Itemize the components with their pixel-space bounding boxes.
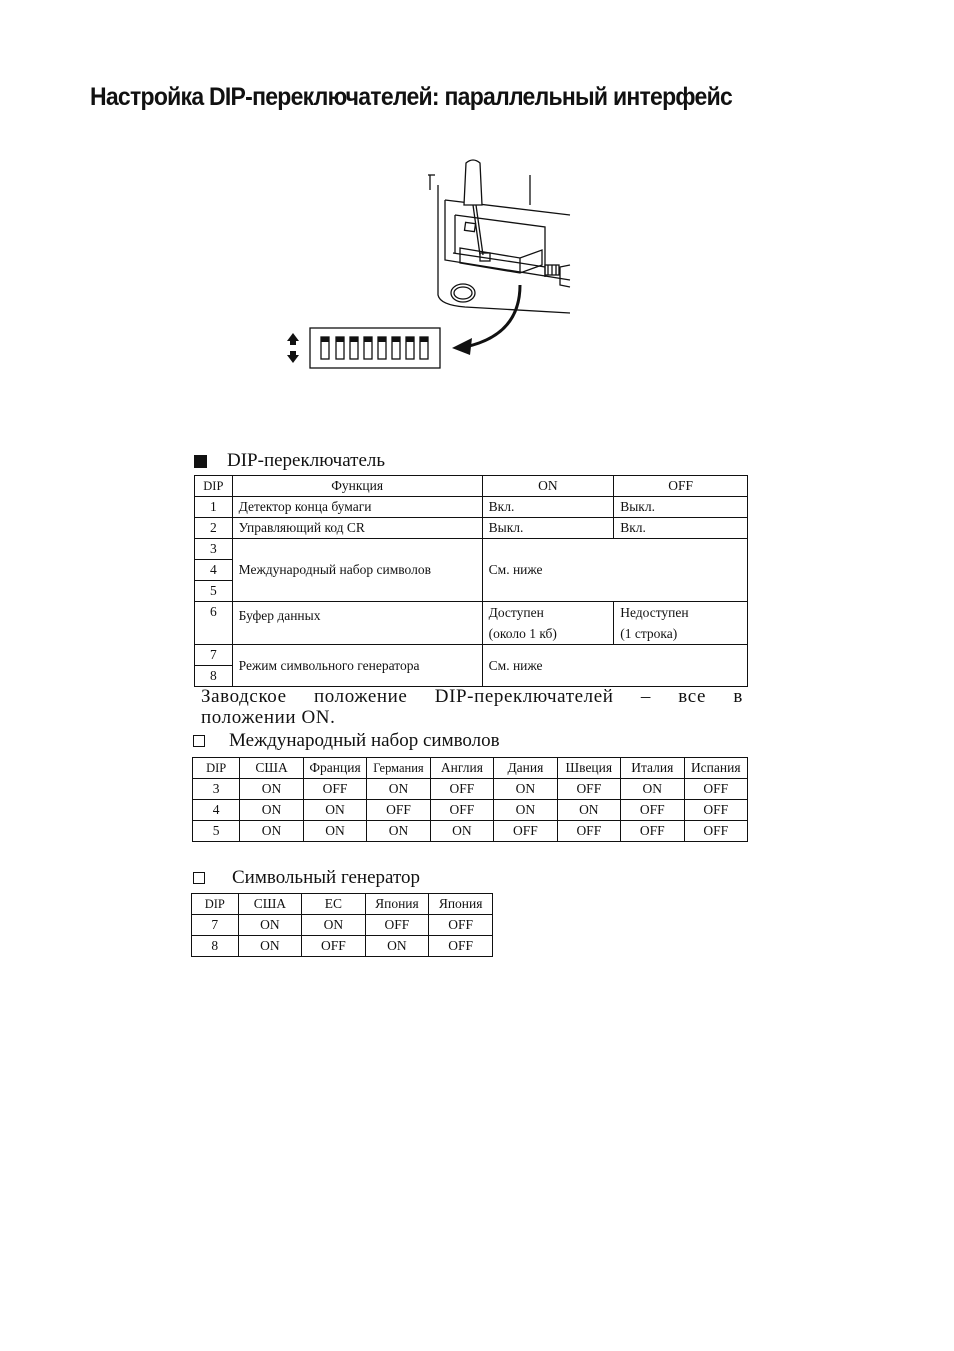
note-word: – [640,686,651,707]
cell: ON [557,800,620,821]
factory-setting-note [201,686,743,728]
cell: OFF [367,800,430,821]
dip-cell: 3 [195,539,233,560]
col-header: Англия [430,758,493,779]
table-row [193,821,748,842]
cell: ON [494,800,557,821]
col-header: Франция [303,758,366,779]
factory-note-line-1 [201,686,743,707]
cell: OFF [621,821,684,842]
table-row [195,539,748,560]
table-row [192,915,493,936]
cell: ON [302,915,365,936]
cell: ON [240,821,303,842]
on-line-2: (около 1 кб) [488,626,557,641]
empty-square-icon [193,735,205,747]
cell: ON [238,915,302,936]
cell: ON [494,779,557,800]
col-header: DIP [192,894,239,915]
off-line-1: Недоступен [620,605,689,620]
filled-square-icon [194,455,207,468]
intl-charset-heading [193,730,500,752]
table-row [195,602,748,645]
cell: OFF [303,779,366,800]
cell: OFF [557,779,620,800]
intl-charset-table [192,757,748,842]
char-generator-table [191,893,493,957]
cell: ON [303,821,366,842]
cell: OFF [429,915,493,936]
up-down-arrow-icon [287,333,299,363]
cell: ON [367,821,430,842]
on-cell: Вкл. [482,497,614,518]
dip-switch-heading-text: DIP-переключатель [227,450,386,471]
dip-cell: 5 [195,581,233,602]
cell: ON [238,936,302,957]
intl-charset-heading-text: Международный набор символов [229,730,500,751]
col-header: Германия [367,758,430,779]
dip-cell: 8 [195,666,233,687]
cell: 4 [193,800,240,821]
cell: OFF [494,821,557,842]
col-header: Япония [365,894,429,915]
off-cell: Вкл. [614,518,748,539]
table-header-row [193,758,748,779]
col-header: Испания [684,758,748,779]
col-header: США [240,758,303,779]
col-header: США [238,894,302,915]
col-header-off: OFF [614,476,748,497]
cell: ON [621,779,684,800]
col-header: Япония [429,894,493,915]
cell: OFF [302,936,365,957]
cell: 8 [192,936,239,957]
table-header-row [195,476,748,497]
cell: OFF [684,779,748,800]
col-header-function: Функция [232,476,482,497]
cell: OFF [557,821,620,842]
note-word: положение [314,686,408,707]
cell: 3 [193,779,240,800]
dip-switch-heading [194,450,385,472]
dip-switch-table [194,475,748,687]
on-line-1: Доступен [488,605,544,620]
table-header-row [192,894,493,915]
col-header-on: ON [482,476,614,497]
on-cell [482,602,614,645]
printer-dip-switch-illustration [280,155,580,380]
dip-cell: 7 [195,645,233,666]
table-row [195,645,748,666]
page-title: Настройка DIP-переключателей: параллельный интерфейс [90,83,733,111]
cell: OFF [430,779,493,800]
dip-cell: 4 [195,560,233,581]
off-cell [614,602,748,645]
cell: OFF [684,800,748,821]
note-word: DIP-переключателей [434,686,614,707]
char-generator-heading-text: Символьный генератор [232,867,421,888]
table-row [193,800,748,821]
on-cell: Выкл. [482,518,614,539]
cell: ON [430,821,493,842]
note-word: в [733,686,743,707]
cell: ON [240,800,303,821]
off-cell: Выкл. [614,497,748,518]
char-generator-heading [193,867,420,889]
factory-note-line-2: положении ON. [201,707,336,728]
table-row [192,936,493,957]
dip-cell: 6 [195,602,233,645]
col-header: Италия [621,758,684,779]
function-cell: Детектор конца бумаги [232,497,482,518]
note-word: все [678,686,707,707]
function-cell: Управляющий код CR [232,518,482,539]
dip-cell: 2 [195,518,233,539]
function-cell: Буфер данных [232,602,482,645]
table-row [195,518,748,539]
cell: OFF [621,800,684,821]
cell: ON [365,936,429,957]
cell: 5 [193,821,240,842]
cell: OFF [429,936,493,957]
empty-square-icon [193,872,205,884]
cell: ON [367,779,430,800]
cell: ON [303,800,366,821]
cell: OFF [430,800,493,821]
col-header: ЕС [302,894,365,915]
on-off-cell: См. ниже [482,645,747,687]
function-cell: Международный набор символов [232,539,482,602]
col-header-dip: DIP [195,476,233,497]
col-header: Дания [494,758,557,779]
cell: OFF [365,915,429,936]
off-line-2: (1 строка) [620,626,678,641]
col-header: DIP [193,758,240,779]
cell: ON [240,779,303,800]
col-header: Швеция [557,758,620,779]
note-word: Заводское [201,686,287,707]
cell: OFF [684,821,748,842]
cell: 7 [192,915,239,936]
table-row [193,779,748,800]
on-off-cell: См. ниже [482,539,747,602]
table-row [195,497,748,518]
function-cell: Режим символьного генератора [232,645,482,687]
dip-cell: 1 [195,497,233,518]
